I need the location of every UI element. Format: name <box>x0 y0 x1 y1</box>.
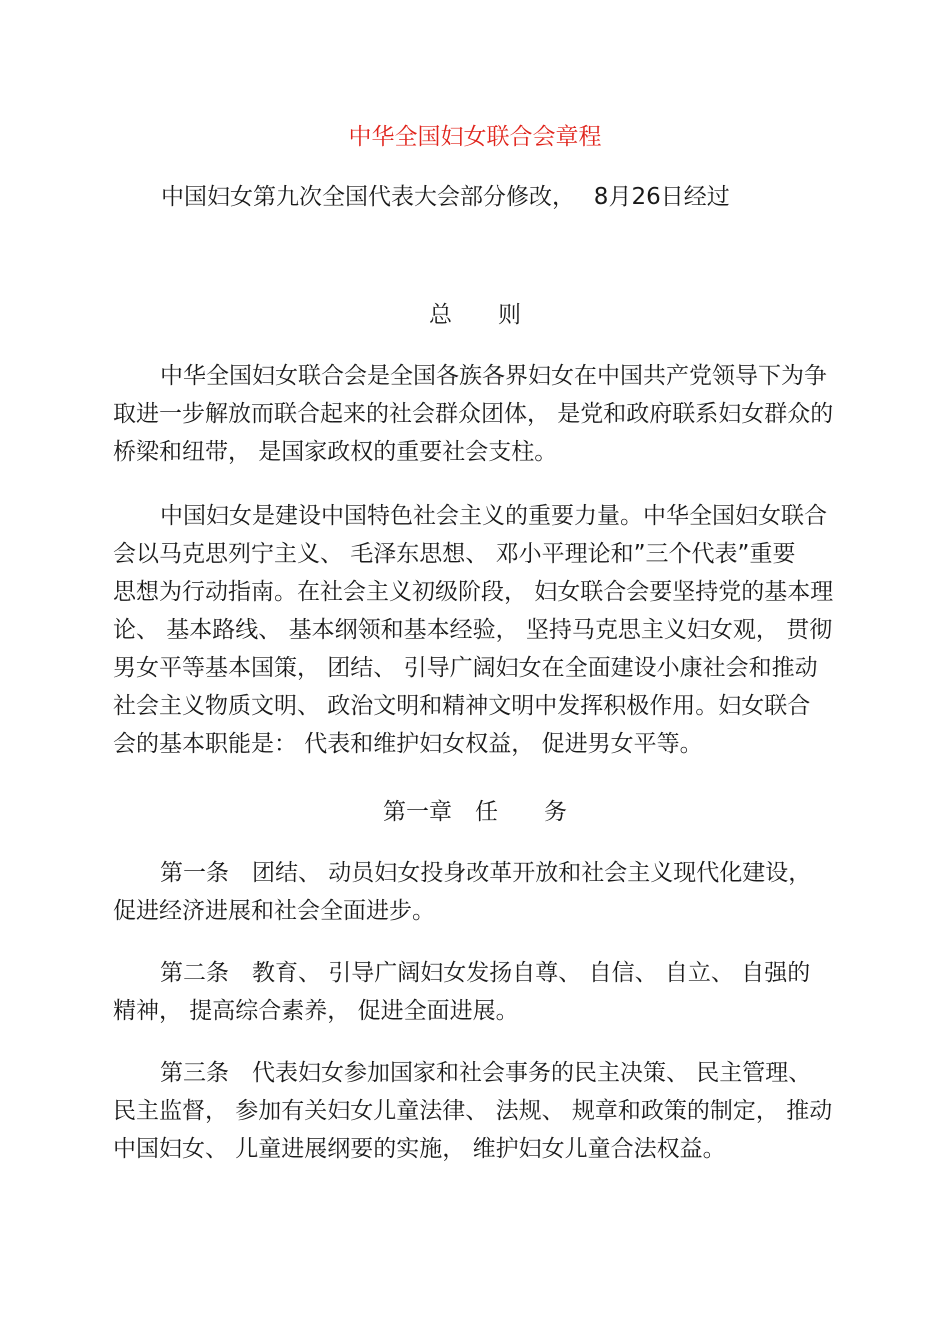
paragraph-line: 中国妇女是建设中国特色社会主义的重要力量。中华全国妇女联合 <box>160 503 827 529</box>
paragraph-line: 桥梁和纽带， 是国家政权的重要社会支柱。 <box>113 439 558 465</box>
document-title: 中华全国妇女联合会章程 <box>348 124 602 150</box>
paragraph-line: 思想为行动指南。在社会主义初级阶段， 妇女联合会要坚持党的基本理 <box>113 579 834 605</box>
article-2 <box>113 954 833 1030</box>
article-1 <box>113 854 833 930</box>
paragraph-line: 社会主义物质文明、 政治文明和精神文明中发挥积极作用。妇女联合 <box>113 693 811 719</box>
article-3 <box>113 1054 833 1168</box>
document-subtitle: 中国妇女第九次全国代表大会部分修改， 8月26日经过 <box>161 184 730 210</box>
chapter-1-heading: 第一章 任 务 <box>383 799 567 825</box>
paragraph-line: 论、 基本路线、 基本纲领和基本经验， 坚持马克思主义妇女观， 贯彻 <box>113 617 833 643</box>
paragraph-line: 男女平等基本国策， 团结、 引导广阔妇女在全面建设小康社会和推动 <box>113 655 818 681</box>
article-line: 第三条 代表妇女参加国家和社会事务的民主决策、 民主管理、 <box>160 1060 812 1086</box>
article-line: 促进经济进展和社会全面进步。 <box>113 898 435 924</box>
article-line: 中国妇女、 儿童进展纲要的实施， 维护妇女儿童合法权益。 <box>113 1136 726 1162</box>
paragraph-line: 中华全国妇女联合会是全国各族各界妇女在中国共产党领导下为争 <box>160 363 827 389</box>
article-line: 民主监督， 参加有关妇女儿童法律、 法规、 规章和政策的制定， 推动 <box>113 1098 833 1124</box>
paragraph-line: 取进一步解放而联合起来的社会群众团体， 是党和政府联系妇女群众的 <box>113 401 834 427</box>
general-principles-heading: 总 则 <box>429 302 521 328</box>
general-paragraph-1 <box>113 357 833 471</box>
paragraph-line: 会以马克思列宁主义、 毛泽东思想、 邓小平理论和”三个代表”重要 <box>113 541 796 567</box>
general-paragraph-2 <box>113 497 833 763</box>
article-line: 精神， 提高综合素养， 促进全面进展。 <box>113 998 519 1024</box>
article-line: 第二条 教育、 引导广阔妇女发扬自尊、 自信、 自立、 自强的 <box>160 960 811 986</box>
article-line: 第一条 团结、 动员妇女投身改革开放和社会主义现代化建设， <box>160 860 812 886</box>
paragraph-line: 会的基本职能是： 代表和维护妇女权益， 促进男女平等。 <box>113 731 703 757</box>
